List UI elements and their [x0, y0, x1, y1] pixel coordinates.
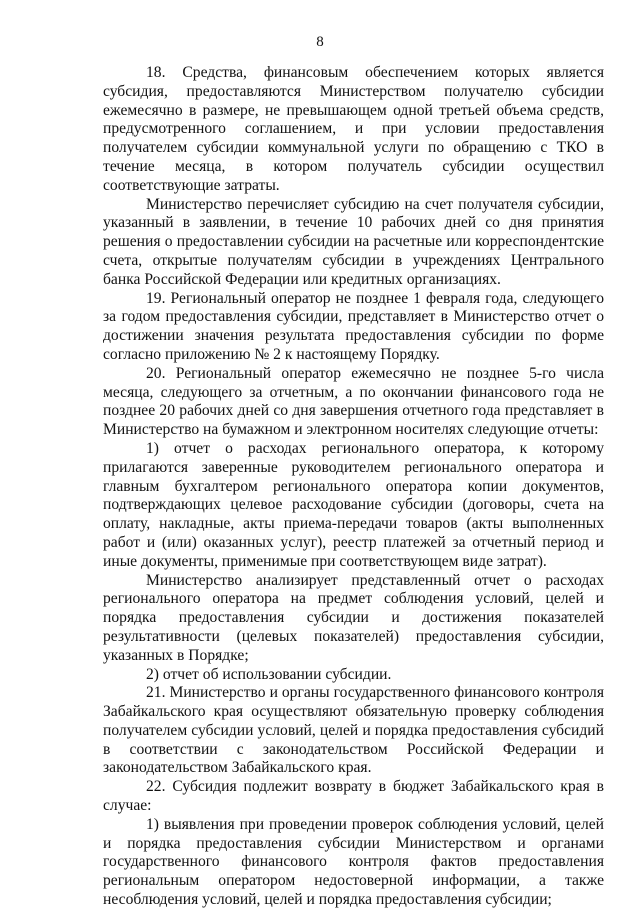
- paragraph-21: 21. Министерство и органы государственного финансового контроля Забайкальского края осуществляют обязательную проверку соблюдения получателем субсидии условий, целей и порядка предоставления субсидий в соответствии с законодательством Российской Федерации и законодательством Забайкальского края.: [103, 684, 604, 777]
- paragraph-18: 18. Средства, финансовым обеспечением которых является субсидия, предоставляются Министерством получателю субсидии ежемесячно в размере, не превышающем одной третьей объема средств, предусмотренного соглашением, и при условии предоставления получателем субсидии коммунальной услуги по обращению с ТКО в течение месяца, в котором получатель субсидии осуществил соответствующие затраты.: [103, 64, 604, 194]
- document-body: [103, 64, 604, 910]
- paragraph-22: 22. Субсидия подлежит возврату в бюджет Забайкальского края в случае:: [103, 778, 604, 815]
- paragraph-22-item-1: 1) выявления при проведении проверок соблюдения условий, целей и порядка предоставления субсидии Министерством и органами государственного финансового контроля фактов предоставления региональным оператором недостоверной информации, а также несоблюдения условий, целей и порядка предоставления субсидии;: [103, 815, 604, 909]
- paragraph-20: 20. Региональный оператор ежемесячно не позднее 5-го числа месяца, следующего за отчетным, а по окончании финансового года не позднее 20 рабочих дней со дня завершения отчетного года представляет в Министерство на бумажном и электронном носителях следующие отчеты:: [103, 364, 604, 439]
- paragraph-18-transfer: Министерство перечисляет субсидию на счет получателя субсидии, указанный в заявлении, в течение 10 рабочих дней со дня принятия решения о предоставлении субсидии на расчетные или корреспондентские счета, открытые получателям субсидии в учреждениях Центрального банка Российской Федерации или кредитных организациях.: [103, 195, 604, 288]
- paragraph-19: 19. Региональный оператор не позднее 1 февраля года, следующего за годом предоставления субсидии, представляет в Министерство отчет о достижении значения результата предоставления субсидии по форме согласно приложению № 2 к настоящему Порядку.: [103, 289, 604, 363]
- page-number: 8: [316, 34, 324, 50]
- paragraph-20-item-1: 1) отчет о расходах регионального оператора, к которому прилагаются заверенные руководителем регионального оператора и главным бухгалтером регионального оператора копии документов, подтверждающих целевое расходование субсидии (договоры, счета на оплату, накладные, акты приема-передачи товаров (акты выполненных работ и (или) оказанных услуг), реестр платежей за отчетный период и иные документы, применимые при соответствующем виде затрат).: [103, 439, 604, 570]
- paragraph-20-analysis: Министерство анализирует представленный отчет о расходах регионального оператора на предмет соблюдения условий, целей и порядка предоставления субсидии и достижения показателей результативности (целевых показателей) предоставления субсидии, указанных в Порядке;: [103, 571, 604, 664]
- paragraph-20-item-2: 2) отчет об использовании субсидии.: [146, 665, 392, 683]
